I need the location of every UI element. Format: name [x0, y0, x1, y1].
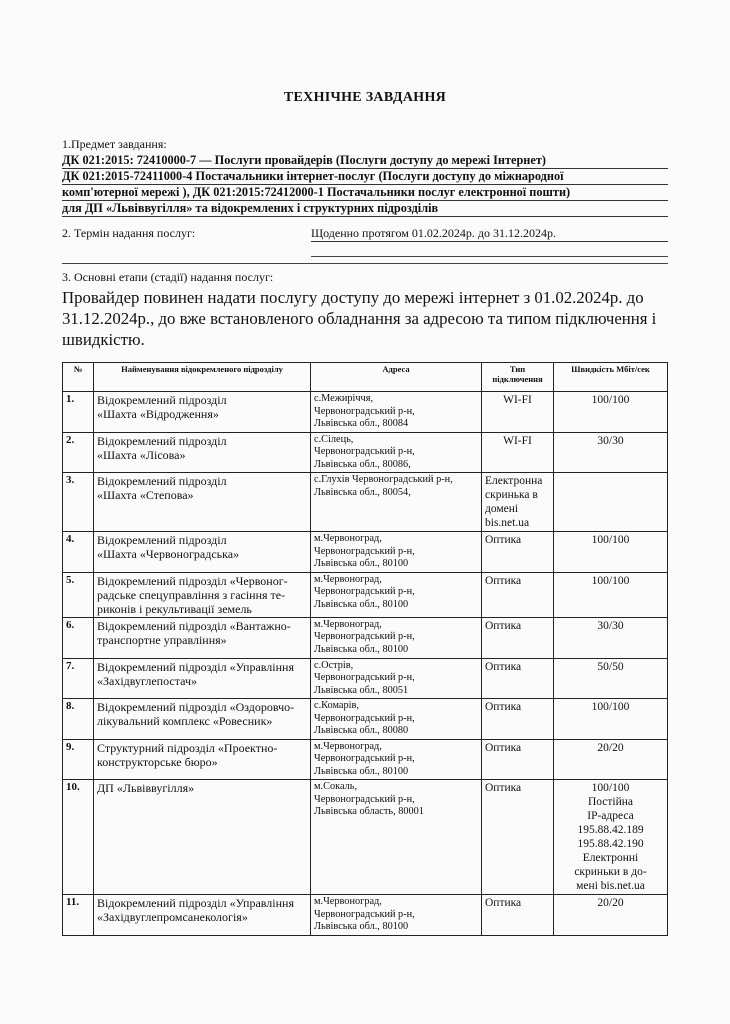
row-connection-type-line: WI-FI — [503, 394, 532, 406]
table-row — [63, 473, 668, 532]
row-address-line: м.Червоноград, — [314, 618, 382, 630]
row-connection-type — [482, 895, 554, 936]
row-speed-line: 20/20 — [597, 897, 624, 909]
divider-line — [62, 263, 668, 264]
row-connection-type-line: WI-FI — [503, 434, 532, 447]
table-row — [63, 699, 668, 740]
row-address-line: Львівська обл., 80086, — [314, 458, 411, 470]
row-speed-line: 50/50 — [597, 660, 624, 673]
row-connection-type-line: Оптика — [485, 897, 522, 909]
row-speed-line: Постійна — [587, 796, 634, 808]
row-name — [94, 895, 311, 936]
row-address-line: Червоноградський р-н, — [314, 753, 415, 764]
row-speed-line: 100/100 — [591, 782, 630, 794]
row-name-line: Відокремлений підрозділ — [97, 433, 227, 448]
row-address-line: Львівська обл., 80100 — [314, 598, 409, 610]
row-speed-line: 100/100 — [591, 534, 630, 546]
row-name-line: Відокремлений підрозділ «Оздоровчо- — [97, 700, 295, 714]
row-speed — [554, 532, 668, 573]
row-address — [311, 658, 482, 699]
row-name-line: Відокремлений підрозділ «Управління — [97, 659, 294, 674]
header-num: № — [63, 363, 94, 392]
row-name-line: «Шахта «Степова» — [97, 488, 194, 502]
table-row — [63, 617, 668, 658]
row-speed — [554, 699, 668, 740]
row-address-line: м.Сокаль, — [314, 781, 358, 792]
table-row — [63, 432, 668, 473]
row-address-line: м.Червоноград, — [314, 533, 382, 544]
section3-label: 3. Основні етапи (стадії) надання послуг: — [62, 270, 274, 284]
row-address-line: Львівська обл., 80100 — [314, 765, 409, 777]
row-address-line: Львівська обл., 80100 — [314, 921, 409, 932]
row-number: 6. — [63, 617, 94, 658]
row-address-line: Львівська обл., 80100 — [314, 558, 409, 569]
row-name-line: «Шахта «Червоноградська» — [97, 547, 240, 561]
row-name — [94, 392, 311, 433]
row-address — [311, 699, 482, 740]
row-name — [94, 699, 311, 740]
row-name — [94, 658, 311, 699]
row-speed-line: 30/30 — [597, 434, 624, 447]
row-number: 9. — [63, 739, 94, 780]
row-address-line: Львівська обл., 80084 — [314, 418, 409, 429]
locations-table — [62, 362, 668, 936]
row-speed-line: 20/20 — [597, 741, 624, 754]
row-connection-type-line: Оптика — [485, 741, 522, 754]
row-number: 7. — [63, 658, 94, 699]
row-address-line: Львівська обл., 80100 — [314, 643, 409, 655]
row-speed-line: Електронні — [582, 852, 639, 864]
row-connection-type-line: Оптика — [485, 574, 522, 587]
row-name-line: Відокремлений підрозділ — [97, 474, 227, 488]
row-connection-type — [482, 658, 554, 699]
row-name-line: Відокремлений підрозділ — [97, 393, 227, 407]
row-speed-line: 195.88.42.190 — [577, 838, 644, 850]
row-speed — [554, 473, 668, 532]
row-address-line: Червоноградський р-н, — [314, 446, 415, 457]
row-number: 8. — [63, 699, 94, 740]
row-name-line: Відокремлений підрозділ «Управління — [97, 896, 294, 910]
blank-line — [311, 256, 668, 257]
row-connection-type — [482, 473, 554, 532]
row-speed — [554, 658, 668, 699]
row-address-line: Львівська обл., 80054, — [314, 486, 411, 498]
row-name — [94, 532, 311, 573]
row-address-line: Червоноградський р-н, — [314, 793, 415, 805]
document-title: ТЕХНІЧНЕ ЗАВДАННЯ — [283, 90, 447, 105]
header-name: Найменування відокремленого підрозділу — [94, 363, 311, 392]
row-number: 4. — [63, 532, 94, 573]
table-row — [63, 572, 668, 617]
row-speed — [554, 780, 668, 895]
section2-label: 2. Термін надання послуг: — [62, 226, 196, 240]
row-number: 1. — [63, 392, 94, 433]
row-connection-type-line: bis.net.ua — [485, 517, 530, 529]
row-address-line: м.Червоноград, — [314, 896, 382, 907]
row-name-line: «Західвуглепостач» — [97, 673, 197, 688]
row-address-line: с.Межиріччя, — [314, 393, 374, 404]
row-number: 2. — [63, 432, 94, 473]
header-speed: Швидкість Мбіт/сек — [554, 363, 668, 392]
row-address-line: с.Глухів Червоноградський р-н, — [314, 474, 453, 485]
row-name-line: «Західвуглепромсанекологія» — [97, 910, 248, 924]
row-connection-type — [482, 699, 554, 740]
row-speed — [554, 739, 668, 780]
row-name — [94, 780, 311, 895]
row-speed — [554, 432, 668, 473]
service-term-value: Щоденно протягом 01.02.2024р. до 31.12.2024р. — [311, 226, 668, 242]
row-address-line: Червоноградський р-н, — [314, 712, 415, 724]
row-connection-type-line: скринька в — [485, 489, 538, 501]
row-connection-type-line: Оптика — [485, 534, 522, 546]
subject-line-4: для ДП «Львіввугілля» та відокремлених і структурних підрозділів — [62, 201, 668, 217]
row-name — [94, 572, 311, 617]
row-address-line: Львівська обл., 80051 — [314, 684, 409, 696]
row-speed-line: IP-адреса — [587, 810, 634, 822]
row-address-line: Червоноградський р-н, — [314, 631, 415, 642]
row-number: 3. — [63, 473, 94, 532]
row-address-line: Червоноградський р-н, — [314, 405, 415, 417]
table-row — [63, 532, 668, 573]
row-name-line: радське спецуправління з гасіння те- — [97, 587, 286, 602]
row-speed-line: 100/100 — [591, 574, 630, 587]
row-connection-type — [482, 780, 554, 895]
row-name-line: риконів і рекультивації земель — [97, 601, 252, 616]
row-speed-line: 30/30 — [597, 619, 624, 632]
row-speed — [554, 572, 668, 617]
row-address-line: Червоноградський р-н, — [314, 672, 415, 683]
row-address-line: с.Комарів, — [314, 700, 359, 711]
row-name-line: Відокремлений підрозділ «Червоног- — [97, 573, 288, 588]
row-address-line: с.Сілець, — [314, 433, 354, 445]
row-connection-type — [482, 392, 554, 433]
row-connection-type — [482, 617, 554, 658]
row-name — [94, 473, 311, 532]
row-address — [311, 432, 482, 473]
row-address — [311, 572, 482, 617]
row-speed-line: 100/100 — [591, 394, 630, 406]
row-number: 11. — [63, 895, 94, 936]
row-connection-type-line: Оптика — [485, 782, 522, 794]
table-row — [63, 658, 668, 699]
row-name-line: конструкторське бюро» — [97, 754, 218, 769]
section1-label: 1.Предмет завдання: — [62, 137, 167, 151]
row-address — [311, 473, 482, 532]
table-row — [63, 392, 668, 433]
table-row — [63, 780, 668, 895]
row-speed — [554, 392, 668, 433]
row-name-line: «Шахта «Лісова» — [97, 447, 186, 462]
row-connection-type-line: домені — [485, 503, 519, 515]
row-address-line: Львівська обл., 80080 — [314, 725, 409, 736]
row-connection-type-line: Оптика — [485, 701, 522, 713]
row-address — [311, 392, 482, 433]
row-speed-line: 195.88.42.189 — [577, 824, 644, 836]
row-number: 5. — [63, 572, 94, 617]
row-connection-type — [482, 572, 554, 617]
row-address-line: Червоноградський р-н, — [314, 545, 415, 557]
row-address-line: м.Червоноград, — [314, 740, 382, 752]
row-name-line: «Шахта «Відродження» — [97, 407, 219, 421]
row-speed — [554, 895, 668, 936]
row-address — [311, 780, 482, 895]
subject-line-2: ДК 021:2015-72411000-4 Постачальники інтернет-послуг (Послуги доступу до міжнародної — [62, 169, 668, 185]
row-address — [311, 895, 482, 936]
row-name — [94, 617, 311, 658]
row-address-line: Червоноградський р-н, — [314, 908, 415, 920]
row-name-line: Структурний підрозділ «Проектно- — [97, 740, 278, 755]
row-address — [311, 532, 482, 573]
row-name-line: Відокремлений підрозділ — [97, 533, 227, 547]
subject-line-3: комп'ютерної мережі ), ДК 021:2015:72412000-1 Постачальники послуг електронної пошти) — [62, 185, 668, 201]
row-name-line: Відокремлений підрозділ «Вантажно- — [97, 618, 291, 633]
row-address-line: Червоноградський р-н, — [314, 586, 415, 597]
row-speed — [554, 617, 668, 658]
row-address-line: с.Острів, — [314, 659, 354, 671]
row-address — [311, 617, 482, 658]
row-speed-line: мені bis.net.ua — [576, 880, 645, 892]
table-header-row — [63, 363, 668, 392]
row-connection-type-line: Оптика — [485, 619, 522, 632]
row-address — [311, 739, 482, 780]
row-address-line: м.Червоноград, — [314, 573, 382, 585]
table-row — [63, 895, 668, 936]
row-connection-type — [482, 532, 554, 573]
section3-text: Провайдер повинен надати послугу доступу до мережі інтернет з 01.02.2024р. до 31.12.2024р., до вже встановленого обладнання за адресою та типом підключення і швидкістю. — [62, 288, 657, 349]
row-name-line: лікувальний комплекс «Ровесник» — [97, 714, 273, 728]
row-address-line: Львівська область, 80001 — [314, 806, 424, 817]
row-speed-line: скриньки в до- — [574, 866, 647, 878]
header-address: Адреса — [311, 363, 482, 392]
subject-line-1: ДК 021:2015: 72410000-7 — Послуги провайдерів (Послуги доступу до мережі Інтернет) — [62, 153, 668, 169]
row-name-line: транспортне управління» — [97, 632, 227, 647]
row-name — [94, 432, 311, 473]
row-connection-type — [482, 432, 554, 473]
row-connection-type-line: Електронна — [485, 475, 543, 487]
row-name — [94, 739, 311, 780]
table-row — [63, 739, 668, 780]
row-number: 10. — [63, 780, 94, 895]
header-type: Тип підключення — [482, 363, 554, 392]
row-name-line: ДП «Львіввугілля» — [97, 781, 195, 795]
row-connection-type — [482, 739, 554, 780]
row-connection-type-line: Оптика — [485, 660, 522, 673]
row-speed-line: 100/100 — [591, 701, 630, 713]
